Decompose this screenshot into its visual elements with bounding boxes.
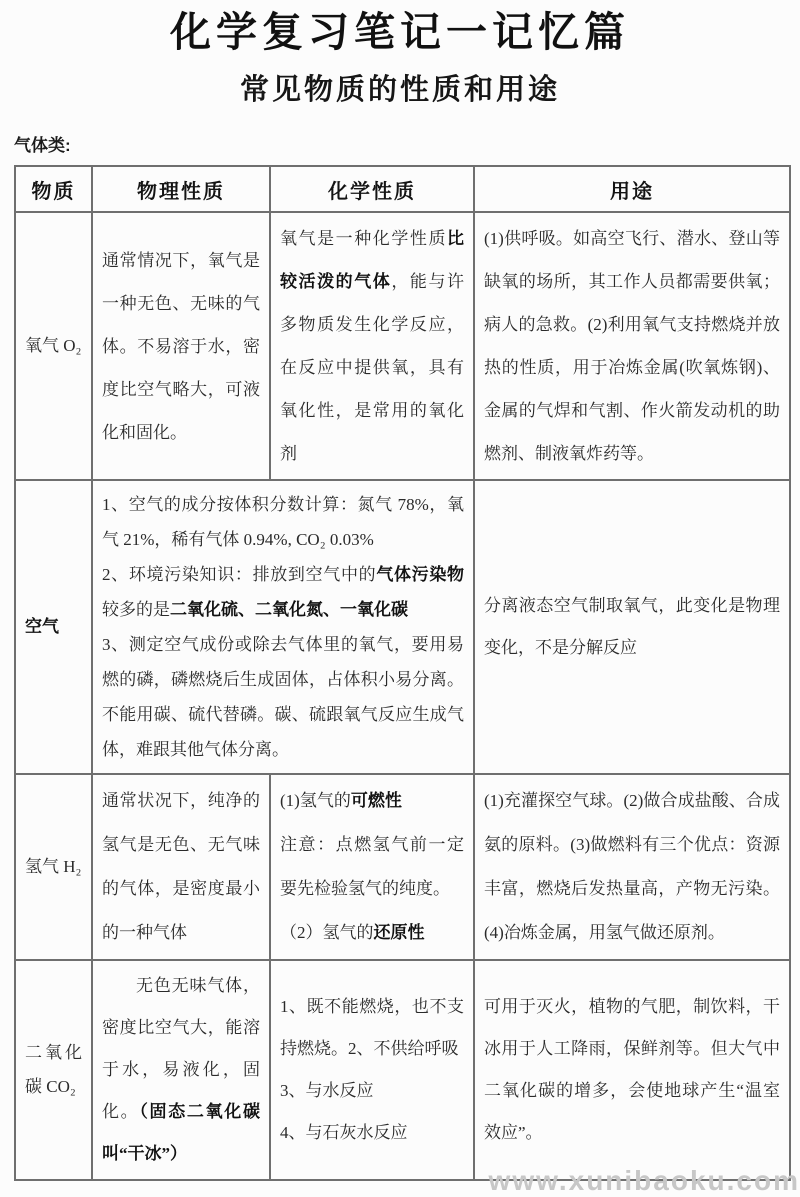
cell-air-substance: 空气: [15, 480, 92, 774]
page-subtitle: 常见物质的性质和用途: [239, 74, 560, 106]
cell-air-properties: 1、空气的成分按体积分数计算：氮气 78%，氧气 21%，稀有气体 0.94%, CO₂ 0.03% 2、环境污染知识：排放到空气中的气体污染物较多的是二氧化硫、二氧化氮、一氧化碳 3、测定空气成份或除去气体里的氧气，要用易燃的磷，磷燃烧后生成固体，占体积小易分离。不能用碳、硫代替磷。碳、硫跟氧气反应生成气体，难跟其他气体分离。: [92, 480, 474, 774]
cell-hydrogen-substance: 氢气 H₂: [15, 774, 92, 960]
header-physical-properties: 物理性质: [92, 166, 270, 212]
cell-oxygen-substance: 氧气 O₂: [15, 212, 92, 480]
table-row-oxygen: [15, 212, 790, 480]
page-title: 化学复习笔记一记忆篇: [170, 9, 630, 55]
cell-oxygen-chemical: 氧气是一种化学性质比较活泼的气体，能与许多物质发生化学反应，在反应中提供氧，具有氧化性，是常用的氧化剂: [270, 212, 474, 480]
header-substance: 物质: [15, 166, 92, 212]
cell-co2-substance: 二氧化碳 CO₂: [15, 960, 92, 1180]
cell-oxygen-physical: 通常情况下，氧气是一种无色、无味的气体。不易溶于水，密度比空气略大，可液化和固化。: [92, 212, 270, 480]
cell-oxygen-uses: (1)供呼吸。如高空飞行、潜水、登山等缺氧的场所，其工作人员都需要供氧；病人的急救。(2)利用氧气支持燃烧并放热的性质，用于冶炼金属(吹氧炼钢)、金属的气焊和气割、作火箭发动机的助燃剂、制液氧炸药等。: [474, 212, 790, 480]
table-row-air: [15, 480, 790, 774]
cell-hydrogen-uses: (1)充灌探空气球。(2)做合成盐酸、合成氨的原料。(3)做燃料有三个优点：资源丰富，燃烧后发热量高，产物无污染。(4)冶炼金属，用氢气做还原剂。: [474, 774, 790, 960]
cell-hydrogen-physical: 通常状况下，纯净的氢气是无色、无气味的气体，是密度最小的一种气体: [92, 774, 270, 960]
cell-co2-uses: 可用于灭火，植物的气肥，制饮料，干冰用于人工降雨，保鲜剂等。但大气中二氧化碳的增多，会使地球产生“温室效应”。: [474, 960, 790, 1180]
cell-air-uses: 分离液态空气制取氧气，此变化是物理变化，不是分解反应: [474, 480, 790, 774]
table-row-hydrogen: [15, 774, 790, 960]
substances-table: [14, 165, 791, 1181]
cell-co2-physical: 无色无味气体，密度比空气大，能溶于水，易液化，固化。（固态二氧化碳叫“干冰”）: [92, 960, 270, 1180]
cell-co2-chemical: 1、既不能燃烧，也不支持燃烧。2、不供给呼吸 3、与水反应 4、与石灰水反应: [270, 960, 474, 1180]
header-chemical-properties: 化学性质: [270, 166, 474, 212]
table-row-carbon-dioxide: [15, 960, 790, 1180]
site-watermark: www.xunibaoku.com: [488, 1165, 800, 1196]
cell-hydrogen-chemical: (1)氢气的可燃性 注意：点燃氢气前一定要先检验氢气的纯度。 （2）氢气的还原性: [270, 774, 474, 960]
table-header-row: [15, 166, 790, 212]
section-label-gases: 气体类:: [14, 136, 71, 155]
header-uses: 用途: [474, 166, 790, 212]
